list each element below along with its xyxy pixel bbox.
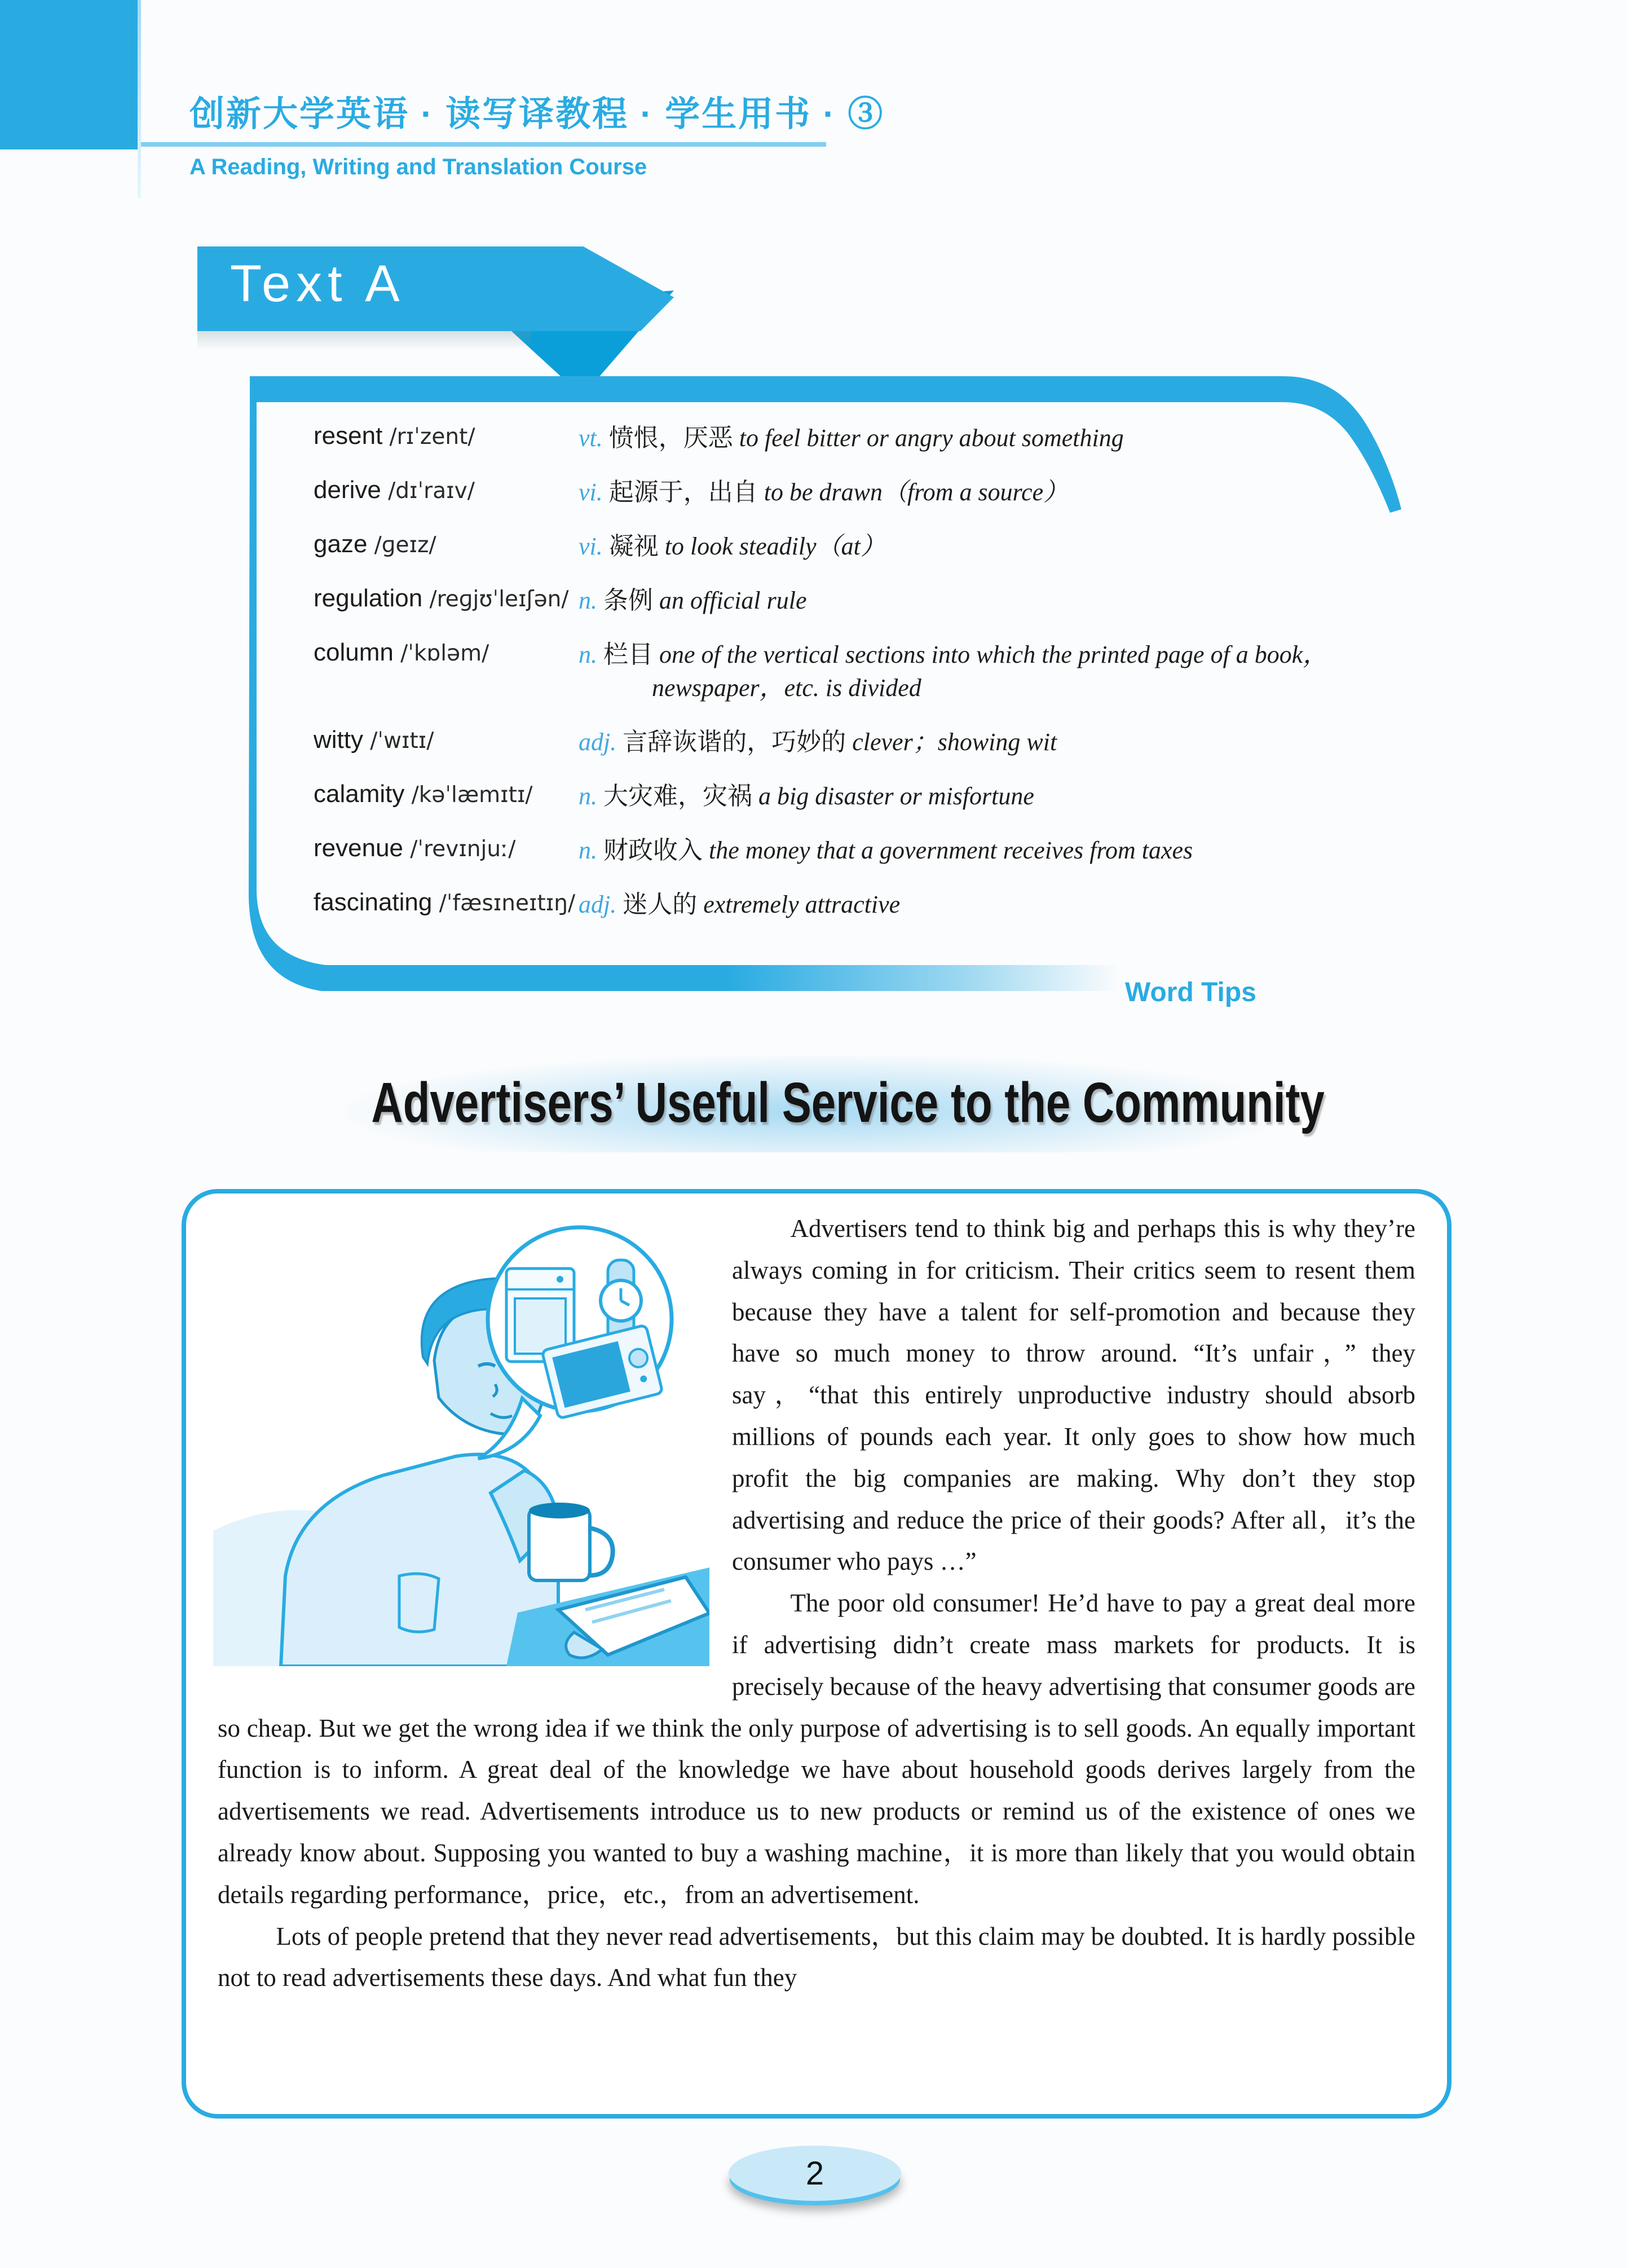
entry-word (314, 584, 579, 618)
wordlist-entry (314, 888, 1355, 922)
word: gaze (314, 530, 374, 558)
entry-word (314, 638, 579, 705)
wordlist-entry (314, 834, 1355, 867)
word-phonetic: /reɡjʊˈleɪʃən/ (429, 586, 569, 612)
chinese-gloss: 栏目 (597, 640, 659, 668)
chinese-gloss: 起源于，出自 (602, 478, 764, 506)
chinese-gloss: 财政收入 (597, 836, 709, 864)
book-title-chinese: 创新大学英语 · 读写译教程 · 学生用书 · ③ (189, 95, 885, 134)
part-of-speech: n. (579, 836, 597, 864)
chinese-gloss: 条例 (597, 586, 659, 614)
banner-shadow (197, 331, 531, 350)
english-gloss: a big disaster or misfortune (758, 782, 1034, 810)
article-paragraph-1: Advertisers tend to think big and perhaps this is why they’re always coming in for criticism. Their critics seem to resent them because they have a talent for self-promotion and because they have so much money to throw around. “It’s unfair，” they say，“that this entirely unproductive industry should absorb millions of pounds each year. It only goes to show how much profit the big companies are making. Why don’t they stop advertising and reduce the price of their goods? After all，it’s the consumer who pays …” (732, 1214, 1415, 1576)
english-gloss: clever；showing wit (852, 728, 1057, 756)
entry-word (314, 476, 579, 509)
part-of-speech: n. (579, 586, 597, 614)
wordlist-entry (314, 584, 1355, 618)
english-gloss: to feel bitter or angry about something (739, 424, 1124, 452)
word-phonetic: /dɪˈraɪv/ (388, 478, 475, 504)
entry-definition (579, 834, 1355, 867)
entry-definition (579, 726, 1355, 759)
mug (529, 1508, 590, 1580)
entry-word (314, 780, 579, 813)
word: witty (314, 725, 370, 754)
mug-top (529, 1503, 590, 1518)
english-gloss: to look steadily（at） (664, 532, 885, 560)
part-of-speech: adj. (579, 728, 617, 756)
book-subtitle-english: A Reading, Writing and Translation Course (189, 155, 647, 179)
word-phonetic: /ˈrevɪnjuː/ (410, 836, 516, 862)
entry-word (314, 422, 579, 455)
article-title-halo (237, 1056, 1393, 1152)
word-tips-tab: Word Tips (1125, 977, 1256, 1007)
wordlist-entry (314, 638, 1355, 705)
entry-definition (579, 780, 1355, 813)
section-label: Text A (230, 255, 405, 312)
word: derive (314, 475, 389, 504)
entry-word (314, 834, 579, 867)
english-gloss: extremely attractive (703, 890, 901, 918)
text-a-banner (197, 246, 674, 331)
reading-man-illustration (213, 1215, 709, 1666)
article-paragraph-2: The poor old consumer! He’d have to pay a great deal more if advertising didn’t create mass markets for products. It is precisely because of the heavy advertising that consumer goods are so cheap. But we get the wrong idea if we think the only purpose of advertising is to sell goods. An equally important function is to inform. A great deal of the knowledge we have about household goods derives largely from the advertisements we read. Advertisements introduce us to new products or remind us of the existence of ones we already know about. Supposing you wanted to buy a washing machine，it is more than likely that you would obtain details regarding performance，price，etc.，from an advertisement. (218, 1589, 1415, 1909)
part-of-speech: adj. (579, 890, 617, 918)
entry-word (314, 530, 579, 563)
word: calamity (314, 780, 412, 808)
page-number-oval (729, 2146, 901, 2201)
page-corner-decoration (0, 0, 138, 149)
entry-definition (579, 422, 1355, 455)
chinese-gloss: 愤恨，厌恶 (602, 424, 739, 452)
part-of-speech: vt. (579, 424, 603, 452)
washer-knob (557, 1276, 563, 1283)
entry-definition (579, 530, 1355, 563)
wordlist-entry (314, 422, 1355, 455)
part-of-speech: vi. (579, 532, 603, 560)
entry-definition (579, 476, 1355, 509)
part-of-speech: vi. (579, 478, 603, 506)
word-phonetic: /ˈkɒləm/ (400, 640, 489, 666)
entry-definition (579, 888, 1355, 922)
article-title: Advertisers’ Useful Service to the Community (371, 1071, 1325, 1134)
entry-word (314, 888, 579, 922)
wordlist-entry (314, 530, 1355, 563)
word: regulation (314, 584, 430, 612)
header-vertical-rule (138, 0, 141, 199)
entry-definition (579, 584, 1355, 618)
chinese-gloss: 言辞诙谐的，巧妙的 (616, 728, 853, 756)
word-phonetic: /ˈfæsɪneɪtɪŋ/ (439, 890, 576, 916)
word: revenue (314, 834, 411, 862)
word: fascinating (314, 888, 439, 916)
article-box (182, 1189, 1451, 2119)
page-number: 2 (805, 2155, 824, 2192)
word: column (314, 638, 401, 666)
entry-word (314, 726, 579, 759)
part-of-speech: n. (579, 782, 597, 810)
article-paragraph-3: Lots of people pretend that they never read advertisements，but this claim may be doubted. It is hardly possible not to read advertisements these days. And what fun they (218, 1922, 1415, 1992)
word: resent (314, 422, 390, 450)
word-phonetic: /kəˈlæmɪtɪ/ (411, 782, 533, 808)
wordlist-entry (314, 726, 1355, 759)
word-phonetic: /rɪˈzent/ (389, 424, 475, 450)
chinese-gloss: 大灾难，灾祸 (597, 782, 758, 810)
header-horizontal-rule (141, 142, 826, 147)
english-gloss: one of the vertical sections into which the printed page of a book，newspaper，etc. is divided (652, 640, 1328, 702)
entry-definition (579, 638, 1355, 705)
english-gloss: the money that a government receives from taxes (709, 836, 1193, 864)
wordlist (314, 422, 1355, 943)
english-gloss: an official rule (659, 586, 807, 614)
english-gloss: to be drawn（from a source） (764, 478, 1069, 506)
part-of-speech: n. (579, 640, 597, 668)
wordlist-entry (314, 780, 1355, 813)
wordlist-entry (314, 476, 1355, 509)
word-phonetic: /ˈwɪtɪ/ (370, 728, 434, 754)
chinese-gloss: 凝视 (602, 532, 665, 560)
chinese-gloss: 迷人的 (616, 890, 704, 918)
word-phonetic: /ɡeɪz/ (374, 532, 436, 558)
